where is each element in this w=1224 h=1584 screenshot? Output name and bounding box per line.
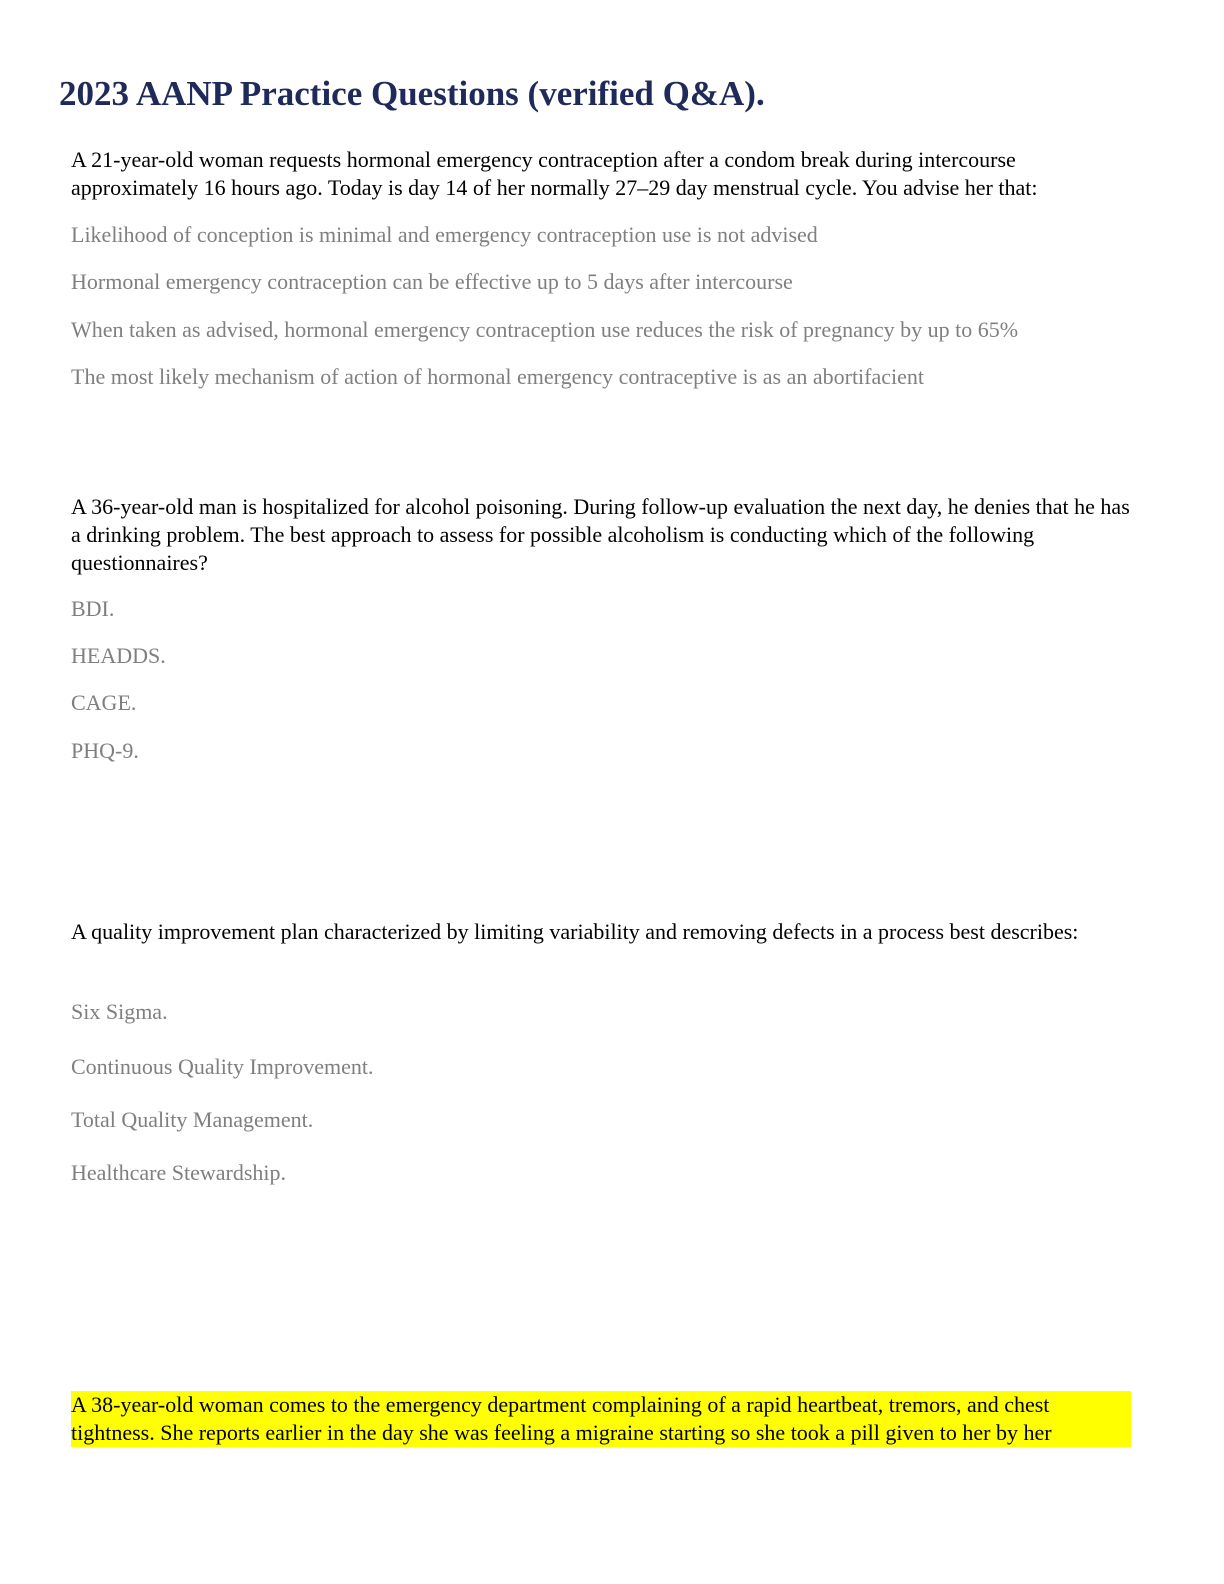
question-2-option-c: CAGE. [71,690,137,715]
question-2-stem: A 36-year-old man is hospitalized for alcohol poisoning. During follow-up evaluation the next day, he denies that he has a drinking problem. The best approach to assess for possible alcoholism is conducting which of the following questionnaires? [71,494,1130,575]
question-4-stem-line-1: A 38-year-old woman comes to the emergency department complaining of a rapid heartbeat, tremors, and chest [71,1391,1131,1419]
question-1-option-c: When taken as advised, hormonal emergency contraception use reduces the risk of pregnancy by up to 65% [71,317,1019,342]
question-1-option-a: Likelihood of conception is minimal and emergency contraception use is not advised [71,222,818,247]
page-title: 2023 AANP Practice Questions (verified Q&A). [59,74,765,113]
question-1-option-d: The most likely mechanism of action of hormonal emergency contraceptive is as an abortifacient [71,364,925,389]
question-3-option-a: Six Sigma. [71,999,168,1024]
question-2-option-a: BDI. [71,596,115,621]
question-3-stem: A quality improvement plan characterized by limiting variability and removing defects in a process best describes: [71,919,1079,944]
question-2-option-d: PHQ-9. [71,738,139,763]
question-4-stem-line-2: tightness. She reports earlier in the day she was feeling a migraine starting so she took a pill given to her by her [71,1419,1131,1447]
question-2-option-b: HEADDS. [71,643,166,668]
question-1-stem: A 21-year-old woman requests hormonal emergency contraception after a condom break during intercourse approximately 16 hours ago. Today is day 14 of her normally 27–29 day menstrual cycle. You advise her that: [71,147,1038,200]
question-1-option-b: Hormonal emergency contraception can be effective up to 5 days after intercourse [71,269,793,294]
question-3-option-d: Healthcare Stewardship. [71,1160,287,1185]
question-3-option-c: Total Quality Management. [71,1107,314,1132]
question-3-option-b: Continuous Quality Improvement. [71,1054,374,1079]
